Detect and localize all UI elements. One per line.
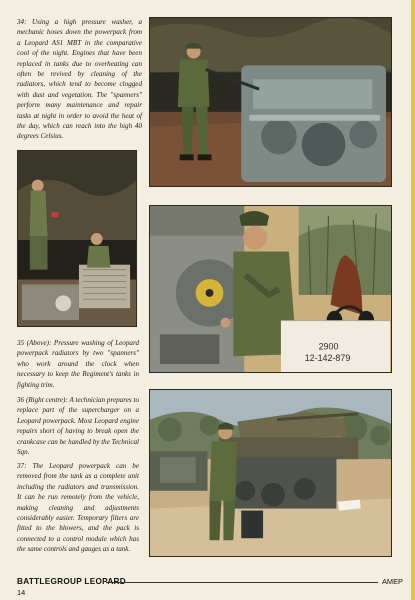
page-edge-band — [411, 0, 415, 600]
caption-37: 37: The Leopard powerpack can be removed from the tank as a complete unit including the radiators and transmission. It can be run remotely from the vehicle, making cleaning and adjustments considerably easier. Temporary filters are fitted to the blowers, and the pack is connected to a control module which has the same controls and gauges as a tank. — [17, 462, 139, 554]
caption-34: 34: Using a high pressure washer, a mechanic hoses down the powerpack from a Leopard AS1 MBT in the comparative cool of the night. Engines that have been replaced in tanks due to overheating can often be revived by cleaning of the radiators, which tend to become clogged with dust and vegetation. The "spanners" perform many maintenance and repair tasks at night in order to avoid the heat of the day, which can reach into the high 40 degrees Celsius. — [17, 18, 142, 141]
photo-technician-supercharger — [149, 205, 392, 373]
photo-two-spanners — [17, 150, 137, 327]
page-number: 14 — [17, 588, 26, 597]
footer-title: BATTLEGROUP LEOPARD — [17, 577, 126, 586]
photo-night-washing — [149, 17, 392, 187]
crate-number-line-2: 12-142-879 — [304, 353, 351, 364]
crate-number-line-1: 2900 — [318, 341, 339, 352]
footer-rule — [106, 582, 378, 583]
caption-35: 35 (Above): Pressure washing of Leopard powerpack radiators by two "spanners" who work around the clock when necessary to keep the Regiment's tanks in fighting trim. — [17, 339, 139, 389]
caption-36: 36 (Right centre): A technician prepares to replace part of the supercharger on a Leopard powerpack. Most Leopard engine repairs short of having to break open the crankcase can be handled by the Technical Sqn. — [17, 396, 139, 457]
photo-powerpack-outdoors — [149, 389, 392, 557]
footer-publisher: AMEP — [382, 577, 403, 586]
